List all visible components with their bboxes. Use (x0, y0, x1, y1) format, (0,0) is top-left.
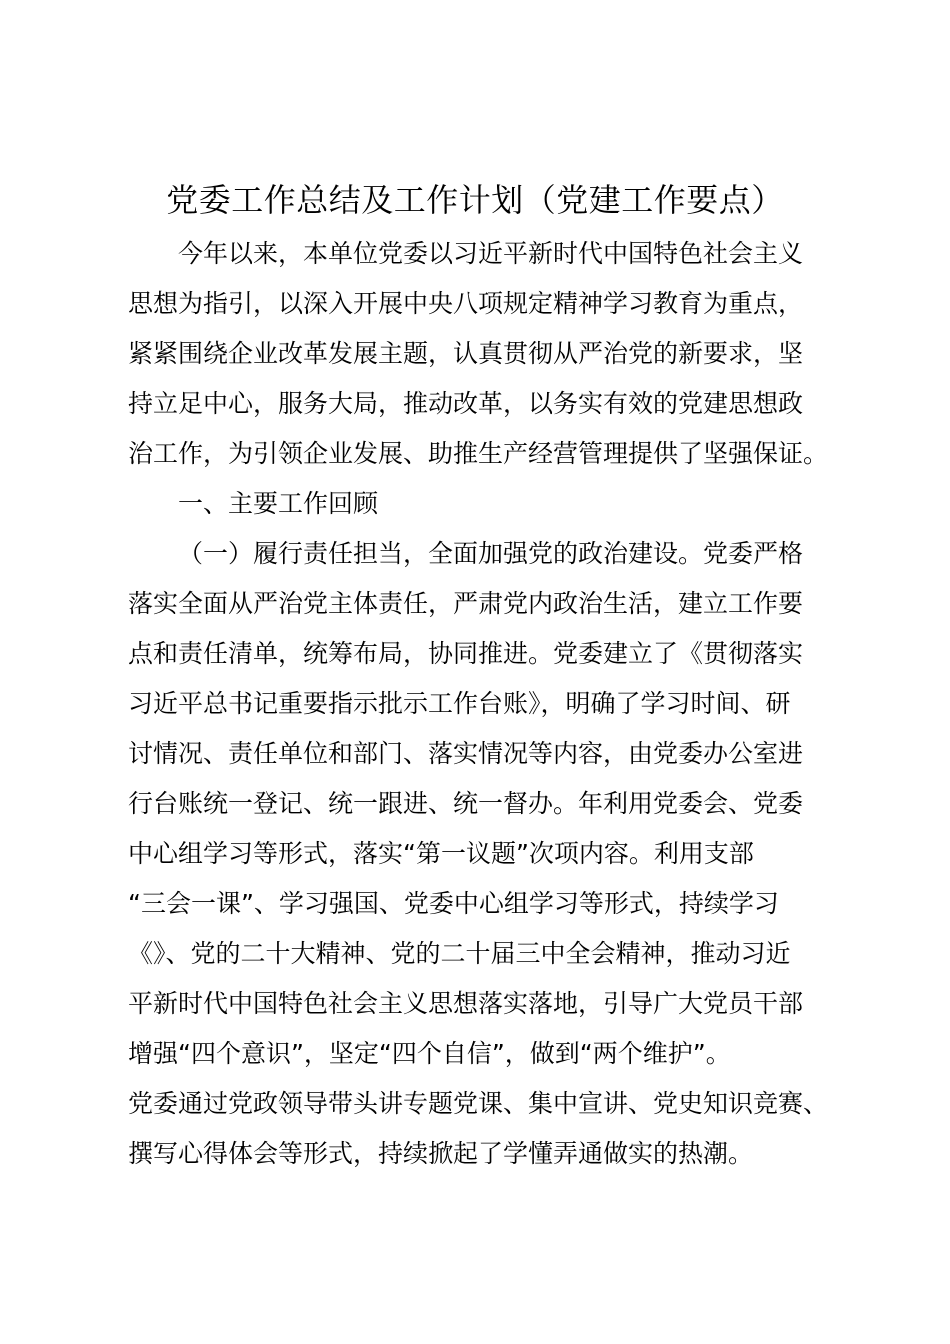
paragraph-line: 讨情况、责任单位和部门、落实情况等内容，由党委办公室进 (128, 739, 804, 768)
paragraph-line: 思想为指引，以深入开展中央八项规定精神学习教育为重点， (128, 289, 804, 318)
paragraph-line: 今年以来，本单位党委以习近平新时代中国特色社会主义 (178, 239, 804, 268)
paragraph-line: 紧紧围绕企业改革发展主题，认真贯彻从严治党的新要求，坚 (128, 339, 804, 368)
document-title: 党委工作总结及工作计划（党建工作要点） (166, 181, 784, 219)
paragraph-line: （一）履行责任担当，全面加强党的政治建设。党委严格 (178, 539, 804, 568)
paragraph-line: 《》、党的二十大精神、党的二十届三中全会精神，推动习近 (128, 939, 791, 968)
paragraph-line: 中心组学习等形式，落实“第一议题”次项内容。利用支部 (128, 839, 754, 868)
paragraph-line: 习近平总书记重要指示批示工作台账》，明确了学习时间、研 (128, 689, 791, 718)
paragraph-line: 持立足中心，服务大局，推动改革，以务实有效的党建思想政 (128, 389, 804, 418)
paragraph-line: 增强“四个意识”，坚定“四个自信”，做到“两个维护”。 (128, 1039, 731, 1068)
paragraph-line: 点和责任清单，统筹布局，协同推进。党委建立了《贯彻落实 (128, 639, 804, 668)
paragraph-line: 治工作，为引领企业发展、助推生产经营管理提供了坚强保证。 (128, 439, 829, 468)
paragraph-line: “三会一课”、学习强国、党委中心组学习等形式，持续学习 (128, 889, 779, 918)
paragraph-line: 撰写心得体会等形式，持续掀起了学懂弄通做实的热潮。 (128, 1139, 754, 1168)
paragraph-line: 行台账统一登记、统一跟进、统一督办。年利用党委会、党委 (128, 789, 804, 818)
paragraph-line: 平新时代中国特色社会主义思想落实落地，引导广大党员干部 (128, 989, 804, 1018)
paragraph-line: 落实全面从严治党主体责任，严肃党内政治生活，建立工作要 (128, 589, 804, 618)
paragraph-line: 党委通过党政领导带头讲专题党课、集中宣讲、党史知识竞赛、 (128, 1089, 829, 1118)
section-heading: 一、主要工作回顾 (178, 489, 379, 518)
